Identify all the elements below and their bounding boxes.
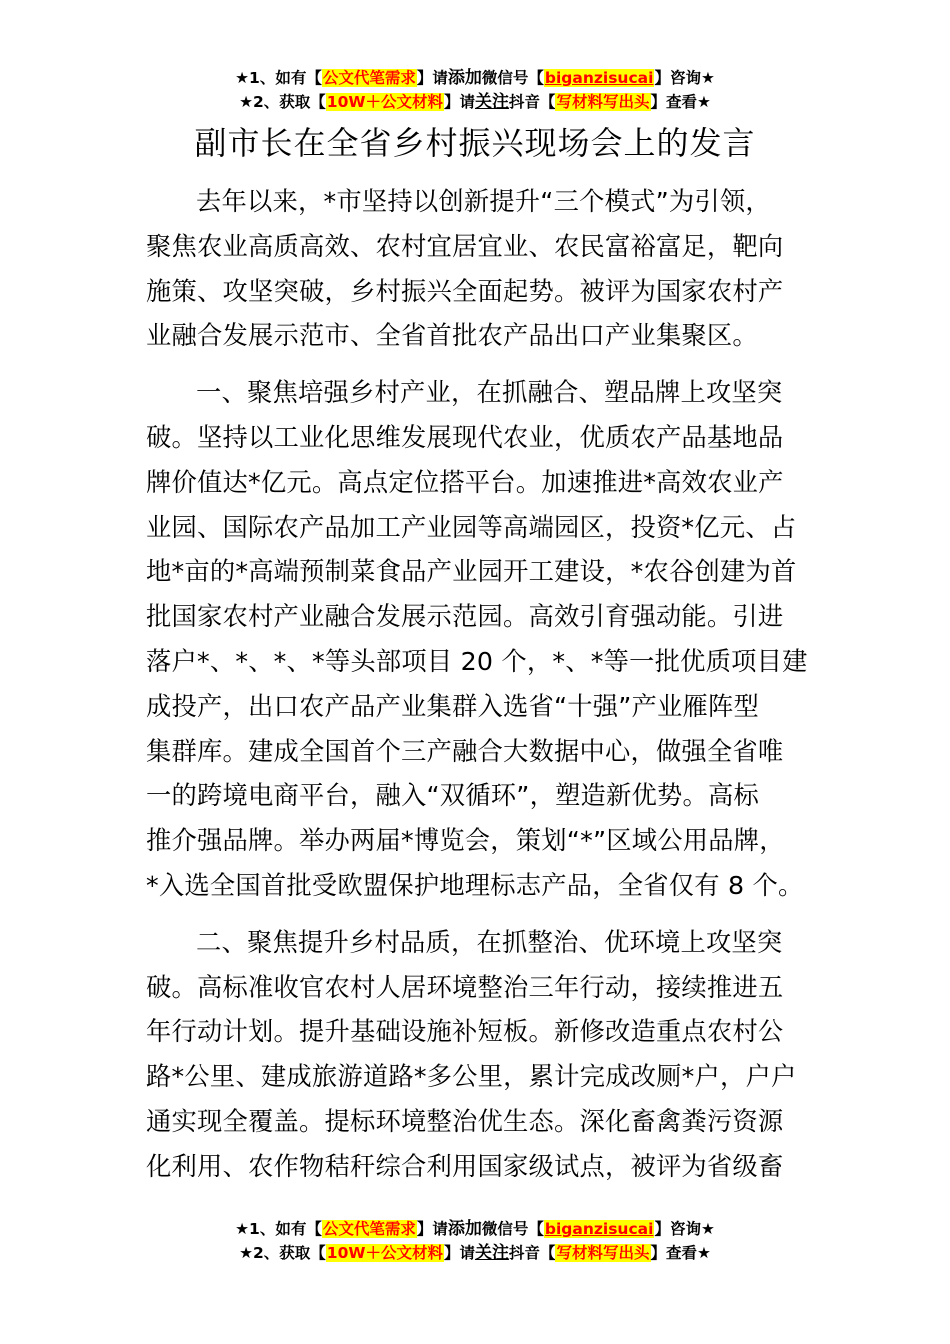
paragraph-line: 通实现全覆盖。提标环境整治优生态。深化畜禽粪污资源 [146,1106,784,1136]
banner-text: 】请 [416,69,448,87]
banner-line-2 [0,1241,950,1265]
highlight-douyin-account: 写材料写出头 [556,93,650,111]
highlight-douyin-account: 写材料写出头 [556,1244,650,1262]
banner-text: 微信号【 [481,1220,544,1238]
paragraph-line: 二、聚焦提升乡村品质，在抓整治、优环境上攻坚突 [196,927,783,957]
paragraph-line: 路*公里、建成旅游道路*多公里，累计完成改厕*户，户户 [146,1062,797,1092]
paragraph-line: 地*亩的*高端预制菜食品产业园开工建设，*农谷创建为首 [146,557,797,587]
banner-text: 微信号【 [481,69,544,87]
highlight-wechat-id: biganzisucai [544,1220,654,1238]
banner-text: 】请 [443,93,475,111]
paragraph-line: 化利用、农作物秸秆综合利用国家级试点，被评为省级畜 [146,1151,784,1181]
paragraph [146,921,810,1190]
paragraph-line: 施策、攻坚突破，乡村振兴全面起势。被评为国家农村产 [146,276,784,306]
document-body [146,180,810,1202]
highlight-wechat-id: biganzisucai [544,69,654,87]
banner-text: 】咨询★ [654,69,715,87]
paragraph-line: 一的跨境电商平台，融入“双循环”，塑造新优势。高标 [146,781,760,811]
paragraph-line: 业融合发展示范市、全省首批农产品出口产业集聚区。 [146,321,758,351]
highlight-materials: 10W＋公文材料 [326,1244,443,1262]
paragraph-line: 破。坚持以工业化思维发展现代农业，优质农产品基地品 [146,422,784,452]
paragraph-line: 破。高标准收官农村人居环境整治三年行动，接续推进五 [146,972,784,1002]
banner-emphasis: 添加 [447,68,482,88]
banner-text: ★1、如有【 [235,69,322,87]
paragraph-line: *入选全国首批受欧盟保护地理标志产品，全省仅有 8 个。 [146,870,804,900]
paragraph [146,371,810,909]
footer-banner [0,1217,950,1265]
banner-emphasis: 关注 [474,1243,509,1263]
paragraph-line: 年行动计划。提升基础设施补短板。新修改造重点农村公 [146,1017,784,1047]
banner-text: 抖音【 [508,93,556,111]
paragraph-line: 集群库。建成全国首个三产融合大数据中心，做强全省唯 [146,736,784,766]
paragraph-line: 去年以来，*市坚持以创新提升“三个模式”为引领， [196,187,771,216]
banner-text: 】查看★ [650,93,711,111]
banner-emphasis: 关注 [474,92,509,112]
banner-text: 】咨询★ [654,1220,715,1238]
document-title: 副市长在全省乡村振兴现场会上的发言 [194,124,756,162]
paragraph-line: 聚焦农业高质高效、农村宜居宜业、农民富裕富足，靶向 [146,231,784,261]
paragraph-line: 落户*、*、*、*等头部项目 20 个，*、*等一批优质项目建 [146,646,808,676]
header-banner [0,66,950,114]
banner-text: 】请 [443,1244,475,1262]
highlight-materials: 10W＋公文材料 [326,93,443,111]
banner-line-1 [0,1217,950,1241]
paragraph-line: 牌价值达*亿元。高点定位搭平台。加速推进*高效农业产 [146,467,784,497]
banner-text: ★2、获取【 [239,1244,326,1262]
highlight-service: 公文代笔需求 [322,69,416,87]
banner-text: 】请 [416,1220,448,1238]
banner-emphasis: 添加 [447,1219,482,1239]
paragraph-line: 批国家农村产业融合发展示范园。高效引育强动能。引进 [146,602,784,632]
banner-text: 】查看★ [650,1244,711,1262]
banner-text: ★2、获取【 [239,93,326,111]
paragraph [146,180,810,359]
paragraph-line: 一、聚焦培强乡村产业，在抓融合、塑品牌上攻坚突 [196,378,783,408]
banner-text: 抖音【 [508,1244,556,1262]
paragraph-line: 业园、国际农产品加工产业园等高端园区，投资*亿元、占 [146,512,797,542]
paragraph-line: 成投产，出口农产品产业集群入选省“十强”产业雁阵型 [146,691,760,721]
banner-line-2 [0,90,950,114]
paragraph-line: 推介强品牌。举办两届*博览会，策划“*”区域公用品牌， [146,826,785,856]
highlight-service: 公文代笔需求 [322,1220,416,1238]
banner-text: ★1、如有【 [235,1220,322,1238]
banner-line-1 [0,66,950,90]
